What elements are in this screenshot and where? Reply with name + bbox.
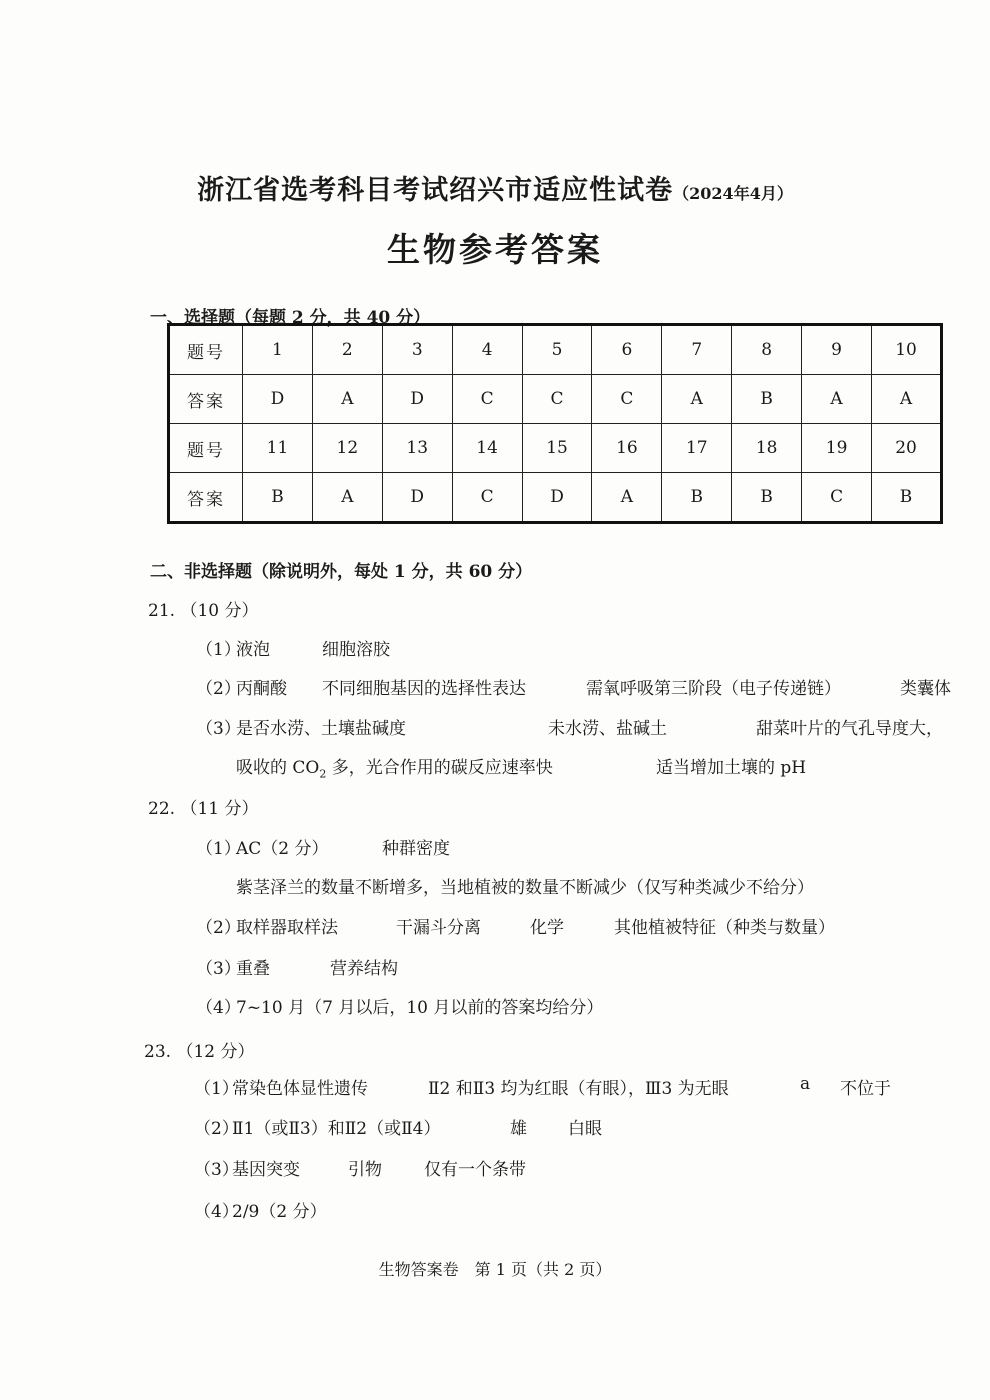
q21-2-a: 丙酮酸 bbox=[236, 679, 287, 699]
answer-cell: C bbox=[522, 375, 592, 424]
q22-4-num: （3） bbox=[196, 959, 241, 979]
q23-2-c: 白眼 bbox=[568, 1119, 602, 1139]
q22-5-a: 7~10 月（7 月以后，10 月以前的答案均给分） bbox=[236, 998, 604, 1018]
q21-3-c: 甜菜叶片的气孔导度大， bbox=[756, 719, 943, 739]
answer-cell: D bbox=[522, 473, 592, 523]
q23-4-a: 2/9（2 分） bbox=[232, 1202, 327, 1222]
table-row bbox=[169, 375, 942, 424]
question-number-cell: 7 bbox=[662, 325, 732, 375]
q22-5-num: （4） bbox=[196, 998, 241, 1018]
q22-4-b: 营养结构 bbox=[330, 959, 398, 979]
answer-cell: D bbox=[243, 375, 313, 424]
table-row bbox=[169, 473, 942, 523]
q22-3-c: 化学 bbox=[530, 918, 564, 938]
question-number-cell: 15 bbox=[522, 424, 592, 473]
question-number-cell: 11 bbox=[243, 424, 313, 473]
table-row bbox=[169, 325, 942, 375]
question-number-cell: 19 bbox=[802, 424, 872, 473]
question-number-cell: 6 bbox=[592, 325, 662, 375]
title-main: 浙江省选考科目考试绍兴市适应性试卷 bbox=[197, 175, 674, 206]
answer-cell: C bbox=[452, 375, 522, 424]
q23-3-c: 仅有一个条带 bbox=[424, 1160, 526, 1180]
document-title bbox=[0, 168, 990, 207]
question-number-cell: 13 bbox=[382, 424, 452, 473]
q23-2-num: （2） bbox=[194, 1119, 239, 1139]
answer-cell: B bbox=[872, 473, 942, 523]
answer-cell: C bbox=[452, 473, 522, 523]
page-footer: 生物答案卷 第 1 页（共 2 页） bbox=[378, 1260, 612, 1279]
section1-heading: 一、选择题（每题 2 分，共 40 分） bbox=[150, 308, 431, 328]
q22-4-a: 重叠 bbox=[236, 959, 270, 979]
table-row bbox=[169, 424, 942, 473]
question-number-cell: 2 bbox=[312, 325, 382, 375]
q21-4-b: 适当增加土壤的 pH bbox=[656, 758, 807, 778]
q22-3-num: （2） bbox=[196, 918, 241, 938]
q21-header: 21. （10 分） bbox=[148, 601, 259, 621]
q23-1-b: Ⅱ2 和Ⅱ3 均为红眼（有眼），Ⅲ3 为无眼 bbox=[428, 1079, 729, 1099]
q23-2-b: 雄 bbox=[510, 1119, 527, 1139]
q23-3-a: 基因突变 bbox=[232, 1160, 300, 1180]
question-number-cell: 4 bbox=[452, 325, 522, 375]
question-number-cell: 14 bbox=[452, 424, 522, 473]
question-number-cell: 5 bbox=[522, 325, 592, 375]
q23-1-c: a bbox=[800, 1074, 811, 1094]
question-number-cell: 17 bbox=[662, 424, 732, 473]
answer-cell: C bbox=[592, 375, 662, 424]
q21-1-b: 细胞溶胶 bbox=[322, 640, 390, 660]
q22-1-b: 种群密度 bbox=[382, 839, 450, 859]
answer-cell: D bbox=[382, 375, 452, 424]
answer-label: 答案 bbox=[169, 473, 243, 523]
section2-heading: 二、非选择题（除说明外，每处 1 分，共 60 分） bbox=[150, 562, 533, 582]
answer-cell: A bbox=[312, 473, 382, 523]
answer-label: 答案 bbox=[169, 375, 243, 424]
q21-2-num: （2） bbox=[196, 679, 241, 699]
q21-2-b: 不同细胞基因的选择性表达 bbox=[322, 679, 526, 699]
q21-4-a-pre: 吸收的 CO bbox=[236, 758, 320, 778]
q22-1-a: AC（2 分） bbox=[236, 839, 329, 859]
question-number-cell: 18 bbox=[732, 424, 802, 473]
q23-1-a: 常染色体显性遗传 bbox=[232, 1079, 368, 1099]
q21-3-b: 未水涝、盐碱土 bbox=[548, 719, 667, 739]
document-subtitle: 生物参考答案 bbox=[387, 230, 603, 269]
q21-4-a-post: 多，光合作用的碳反应速率快 bbox=[326, 758, 553, 778]
q21-3-a: 是否水涝、土壤盐碱度 bbox=[236, 719, 406, 739]
q21-3-num: （3） bbox=[196, 719, 241, 739]
question-number-cell: 3 bbox=[382, 325, 452, 375]
answer-cell: B bbox=[662, 473, 732, 523]
answer-cell: A bbox=[312, 375, 382, 424]
q22-2-a: 紫茎泽兰的数量不断增多，当地植被的数量不断减少（仅写种类减少不给分） bbox=[236, 878, 814, 898]
answer-cell: B bbox=[243, 473, 313, 523]
question-number-cell: 9 bbox=[802, 325, 872, 375]
answer-cell: B bbox=[732, 473, 802, 523]
answer-cell: A bbox=[872, 375, 942, 424]
q22-header: 22. （11 分） bbox=[148, 799, 259, 819]
title-date: （2024年4月） bbox=[673, 184, 793, 203]
q22-3-a: 取样器取样法 bbox=[236, 918, 338, 938]
co2-subscript: 2 bbox=[319, 767, 327, 781]
q23-4-num: （4） bbox=[194, 1202, 239, 1222]
q23-2-a: Ⅱ1（或Ⅱ3）和Ⅱ2（或Ⅱ4） bbox=[232, 1119, 441, 1139]
q21-1-num: （1） bbox=[196, 640, 241, 660]
q21-2-d: 类囊体 bbox=[900, 679, 951, 699]
q21-1-a: 液泡 bbox=[236, 640, 270, 660]
q21-4-a bbox=[236, 753, 553, 780]
q23-header: 23. （12 分） bbox=[144, 1042, 255, 1062]
question-number-label: 题号 bbox=[169, 424, 243, 473]
q22-3-d: 其他植被特征（种类与数量） bbox=[614, 918, 835, 938]
answer-cell: A bbox=[592, 473, 662, 523]
answer-cell: B bbox=[732, 375, 802, 424]
q23-3-num: （3） bbox=[194, 1160, 239, 1180]
q23-3-b: 引物 bbox=[348, 1160, 382, 1180]
q23-1-num: （1） bbox=[194, 1079, 239, 1099]
q22-3-b: 干漏斗分离 bbox=[396, 918, 481, 938]
question-number-cell: 20 bbox=[872, 424, 942, 473]
answer-cell: C bbox=[802, 473, 872, 523]
question-number-cell: 12 bbox=[312, 424, 382, 473]
question-number-cell: 1 bbox=[243, 325, 313, 375]
question-number-cell: 10 bbox=[872, 325, 942, 375]
question-number-cell: 16 bbox=[592, 424, 662, 473]
q22-1-num: （1） bbox=[196, 839, 241, 859]
choice-answer-table bbox=[167, 323, 943, 524]
question-number-label: 题号 bbox=[169, 325, 243, 375]
answer-cell: A bbox=[802, 375, 872, 424]
q23-1-d: 不位于 bbox=[840, 1079, 891, 1099]
question-number-cell: 8 bbox=[732, 325, 802, 375]
answer-cell: A bbox=[662, 375, 732, 424]
q21-2-c: 需氧呼吸第三阶段（电子传递链） bbox=[586, 679, 841, 699]
answer-cell: D bbox=[382, 473, 452, 523]
